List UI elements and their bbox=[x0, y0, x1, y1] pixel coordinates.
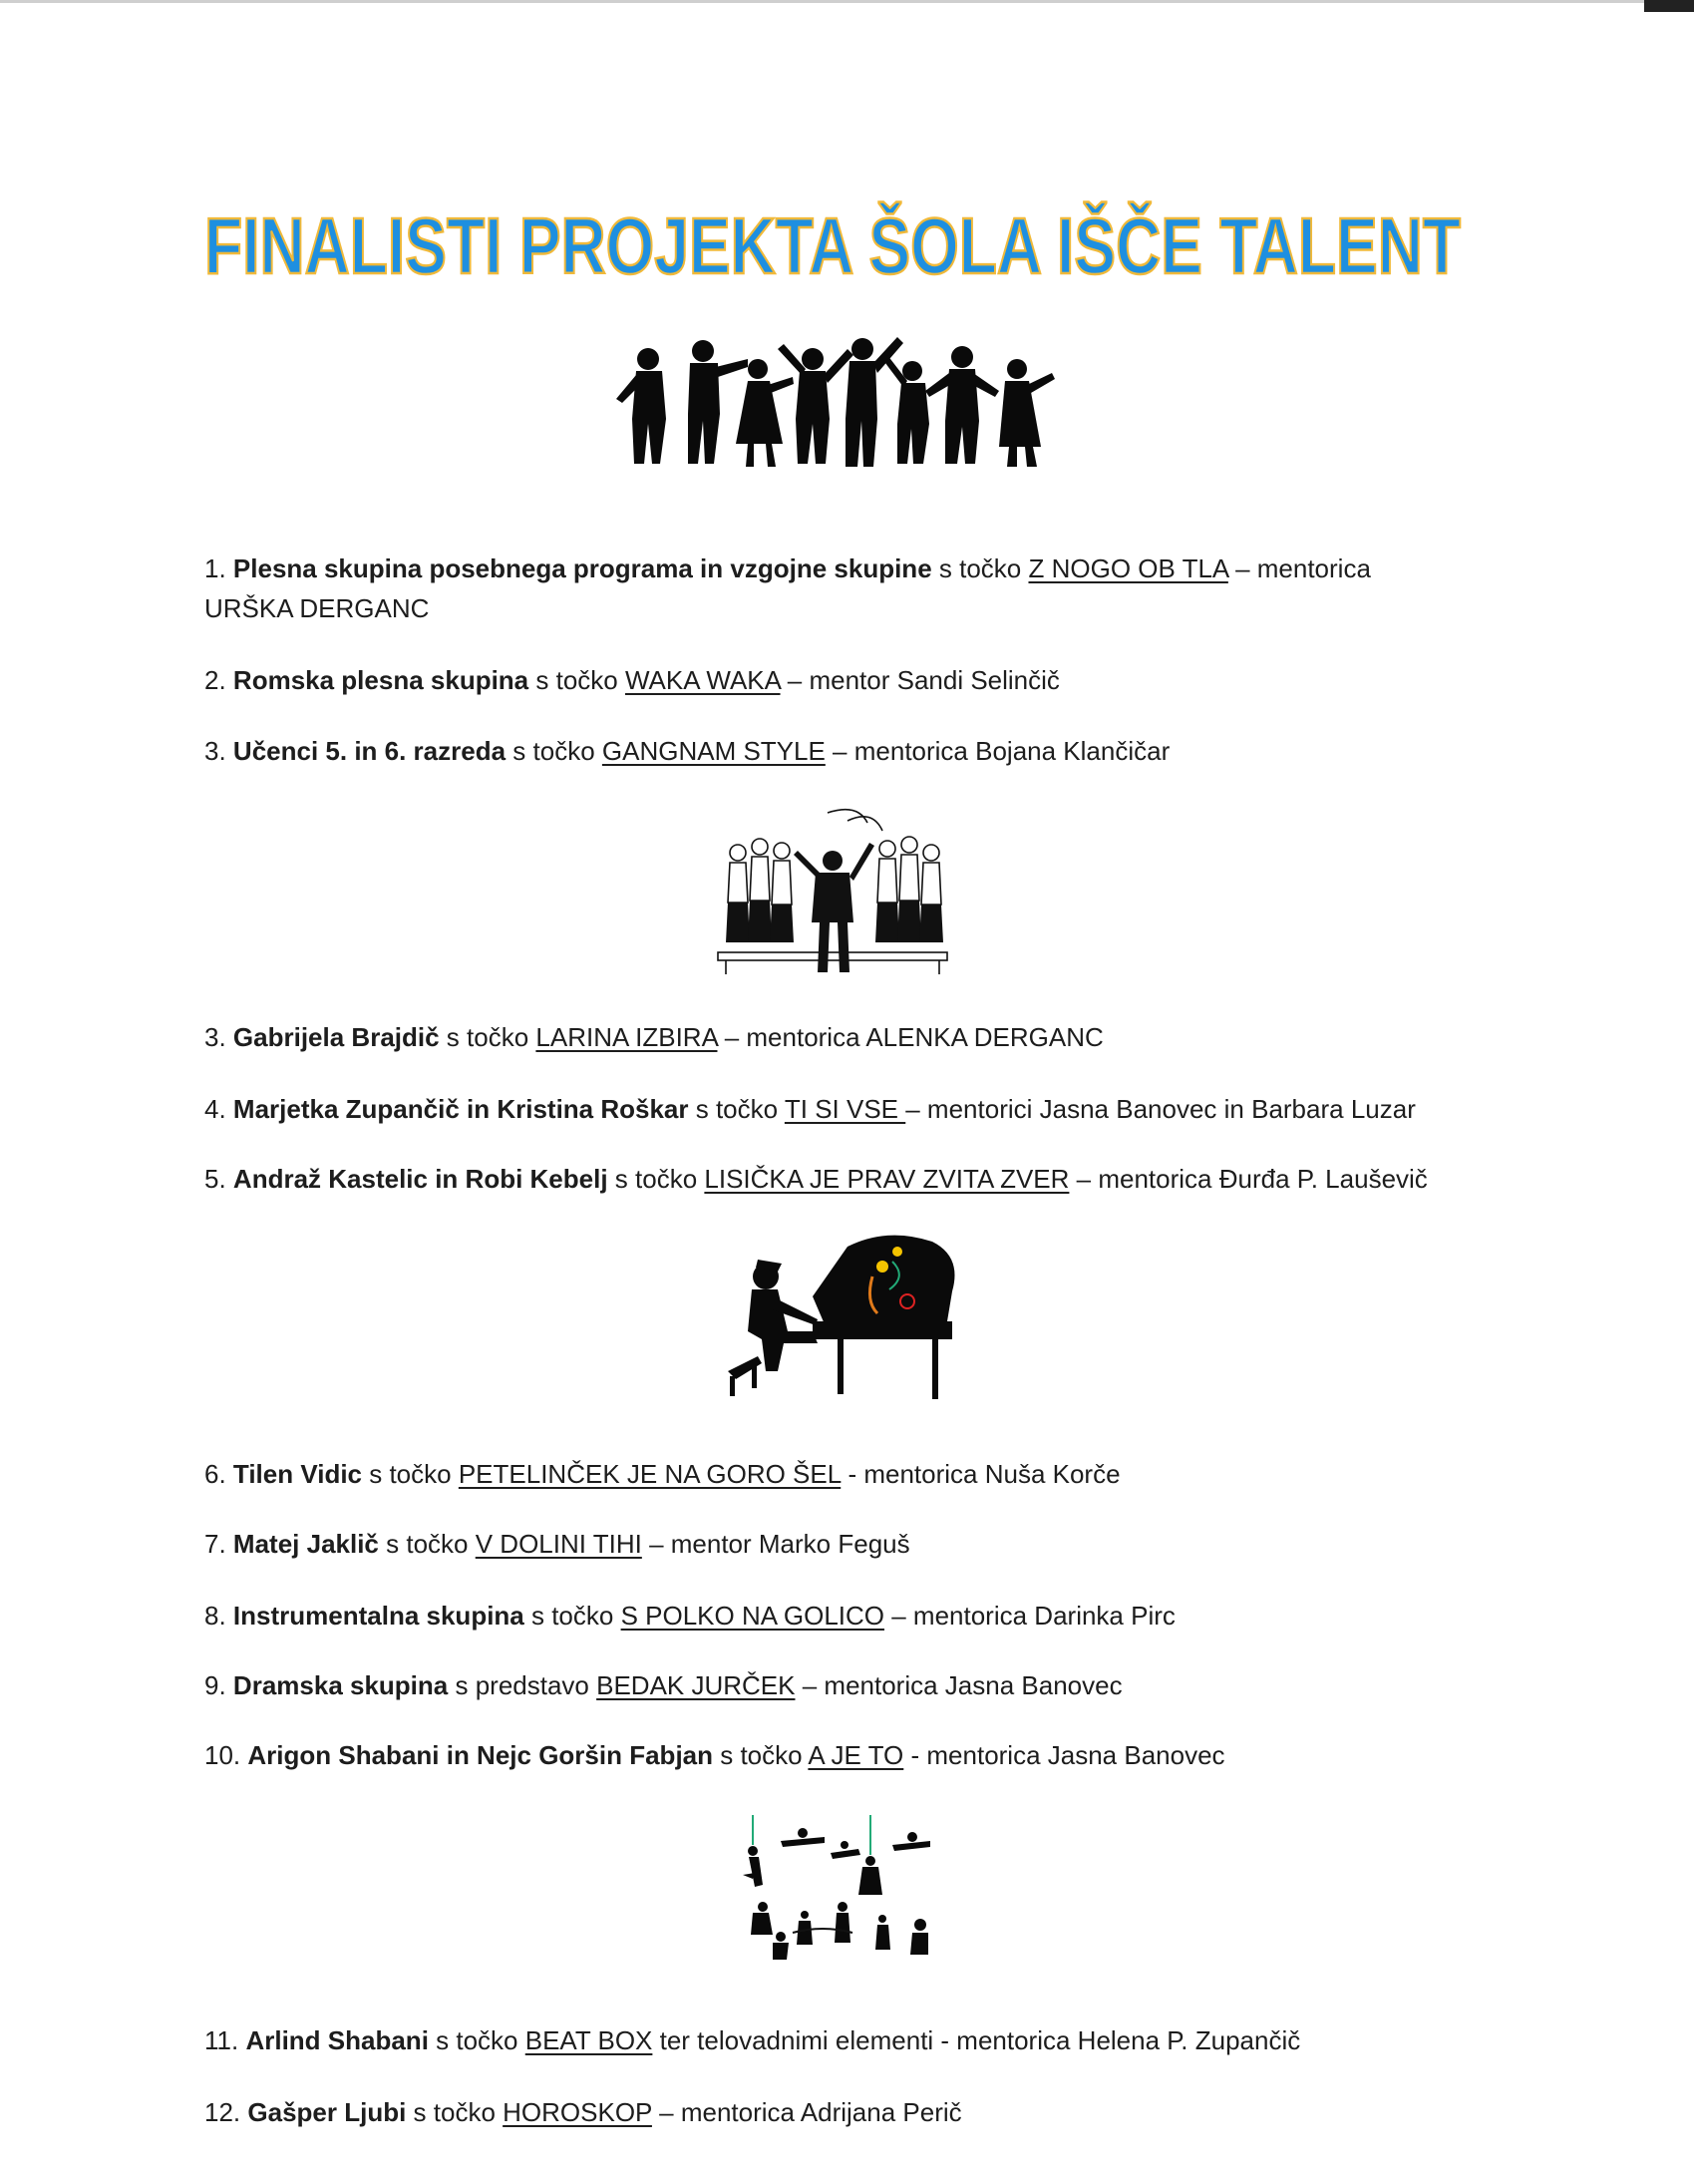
list-item: 10. Arigon Shabani in Nejc Goršin Fabjan s točko A JE TO - mentorica Jasna Banovec bbox=[204, 1740, 1225, 1770]
scan-edge-line bbox=[0, 0, 1694, 3]
page-title bbox=[199, 199, 1466, 289]
list-item: 8. Instrumentalna skupina s točko S POLKO NA GOLICO – mentorica Darinka Pirc bbox=[204, 1601, 1176, 1631]
list-item: 1. Plesna skupina posebnega programa in vzgojne skupine s točko Z NOGO OB TLA – mentorica URŠKA DERGANC bbox=[204, 553, 1371, 623]
list-item: 3. Učenci 5. in 6. razreda s točko GANGNAM STYLE – mentorica Bojana Klančičar bbox=[204, 736, 1171, 766]
list-item: 11. Arlind Shabani s točko BEAT BOX ter telovadnimi elementi - mentorica Helena P. Zupančič bbox=[204, 2025, 1301, 2055]
list-item: 2. Romska plesna skupina s točko WAKA WAKA – mentor Sandi Selinčič bbox=[204, 665, 1060, 695]
list-item: 7. Matej Jaklič s točko V DOLINI TIHI – mentor Marko Feguš bbox=[204, 1529, 910, 1559]
title-text: FINALISTI PROJEKTA ŠOLA IŠČE TALENT bbox=[204, 201, 1462, 290]
acrobats-image bbox=[733, 1815, 932, 1960]
choir-drawing-icon bbox=[698, 803, 967, 982]
dancers-silhouette-icon bbox=[608, 329, 1062, 469]
list-item: 4. Marjetka Zupančič in Kristina Roškar s točko TI SI VSE – mentorici Jasna Banovec in Barbara Luzar bbox=[204, 1094, 1416, 1124]
scan-corner-mark bbox=[1644, 0, 1694, 12]
list-item: 12. Gašper Ljubi s točko HOROSKOP – mentorica Adrijana Perič bbox=[204, 2097, 962, 2127]
pianist-image bbox=[718, 1222, 967, 1406]
choir-image bbox=[698, 803, 967, 982]
list-item: 5. Andraž Kastelic in Robi Kebelj s točko LISIČKA JE PRAV ZVITA ZVER – mentorica Đurđa P. Lauševič bbox=[204, 1164, 1428, 1194]
acrobats-silhouette-icon bbox=[733, 1815, 932, 1960]
dancers-image bbox=[608, 329, 1062, 469]
list-item: 9. Dramska skupina s predstavo BEDAK JURČEK – mentorica Jasna Banovec bbox=[204, 1670, 1123, 1700]
list-item: 6. Tilen Vidic s točko PETELINČEK JE NA GORO ŠEL - mentorica Nuša Korče bbox=[204, 1459, 1121, 1489]
list-item: 3. Gabrijela Brajdič s točko LARINA IZBIRA – mentorica ALENKA DERGANC bbox=[204, 1022, 1104, 1052]
pianist-silhouette-icon bbox=[718, 1222, 967, 1406]
